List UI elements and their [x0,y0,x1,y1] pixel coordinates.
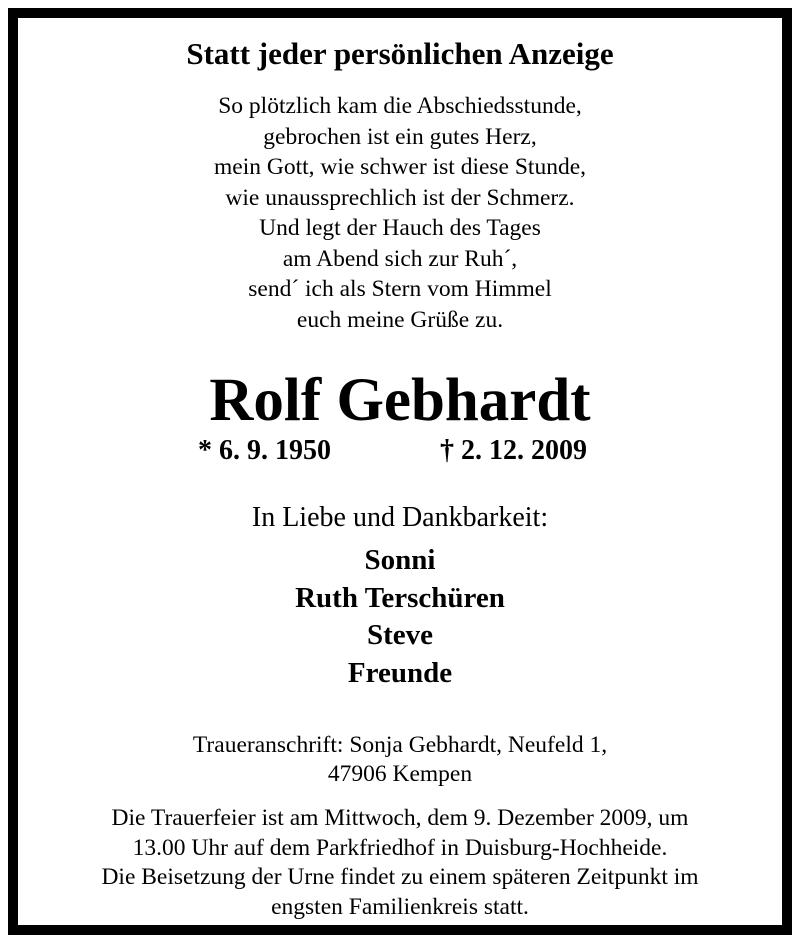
ceremony-line: engsten Familienkreis statt. [271,893,529,920]
mourner-name: Ruth Terschüren [295,581,505,614]
birth-date: * 6. 9. 1950 [198,435,331,466]
poem-line: So plötzlich kam die Abschiedsstunde, [218,93,582,119]
ceremony-line: Die Beisetzung der Urne findet zu einem späteren Zeitpunkt im [101,864,699,890]
notice-headline: Statt jeder persönlichen Anzeige [186,36,614,71]
address-line: Traueranschrift: Sonja Gebhardt, Neufeld 1, [192,732,608,758]
memorial-poem [0,91,800,335]
poem-line: Und legt der Hauch des Tages [259,215,541,241]
poem-line: euch meine Grüße zu. [296,306,504,333]
gratitude-line: In Liebe und Dankbarkeit: [251,502,549,533]
mourning-address [0,731,800,789]
funeral-details [0,804,800,922]
poem-line: wie unaussprechlich ist der Schmerz. [225,184,575,211]
ceremony-line: Die Trauerfeier ist am Mittwoch, dem 9. Dezember 2009, um [111,805,689,831]
ceremony-line: 13.00 Uhr auf dem Parkfriedhof in Duisburg-Hochheide. [132,834,668,861]
death-date: † 2. 12. 2009 [440,435,587,466]
deceased-name: Rolf Gebhardt [209,367,591,434]
poem-line: mein Gott, wie schwer ist diese Stunde, [213,154,587,180]
mourner-name: Steve [366,619,434,651]
address-line: 47906 Kempen [327,761,473,787]
poem-line: gebrochen ist ein gutes Herz, [263,123,537,150]
mourner-name: Sonni [364,544,436,576]
mourner-name: Freunde [347,656,453,689]
mourners-list [0,542,800,692]
poem-line: am Abend sich zur Ruh´, [282,245,518,272]
poem-line: send´ ich als Stern vom Himmel [248,276,552,302]
